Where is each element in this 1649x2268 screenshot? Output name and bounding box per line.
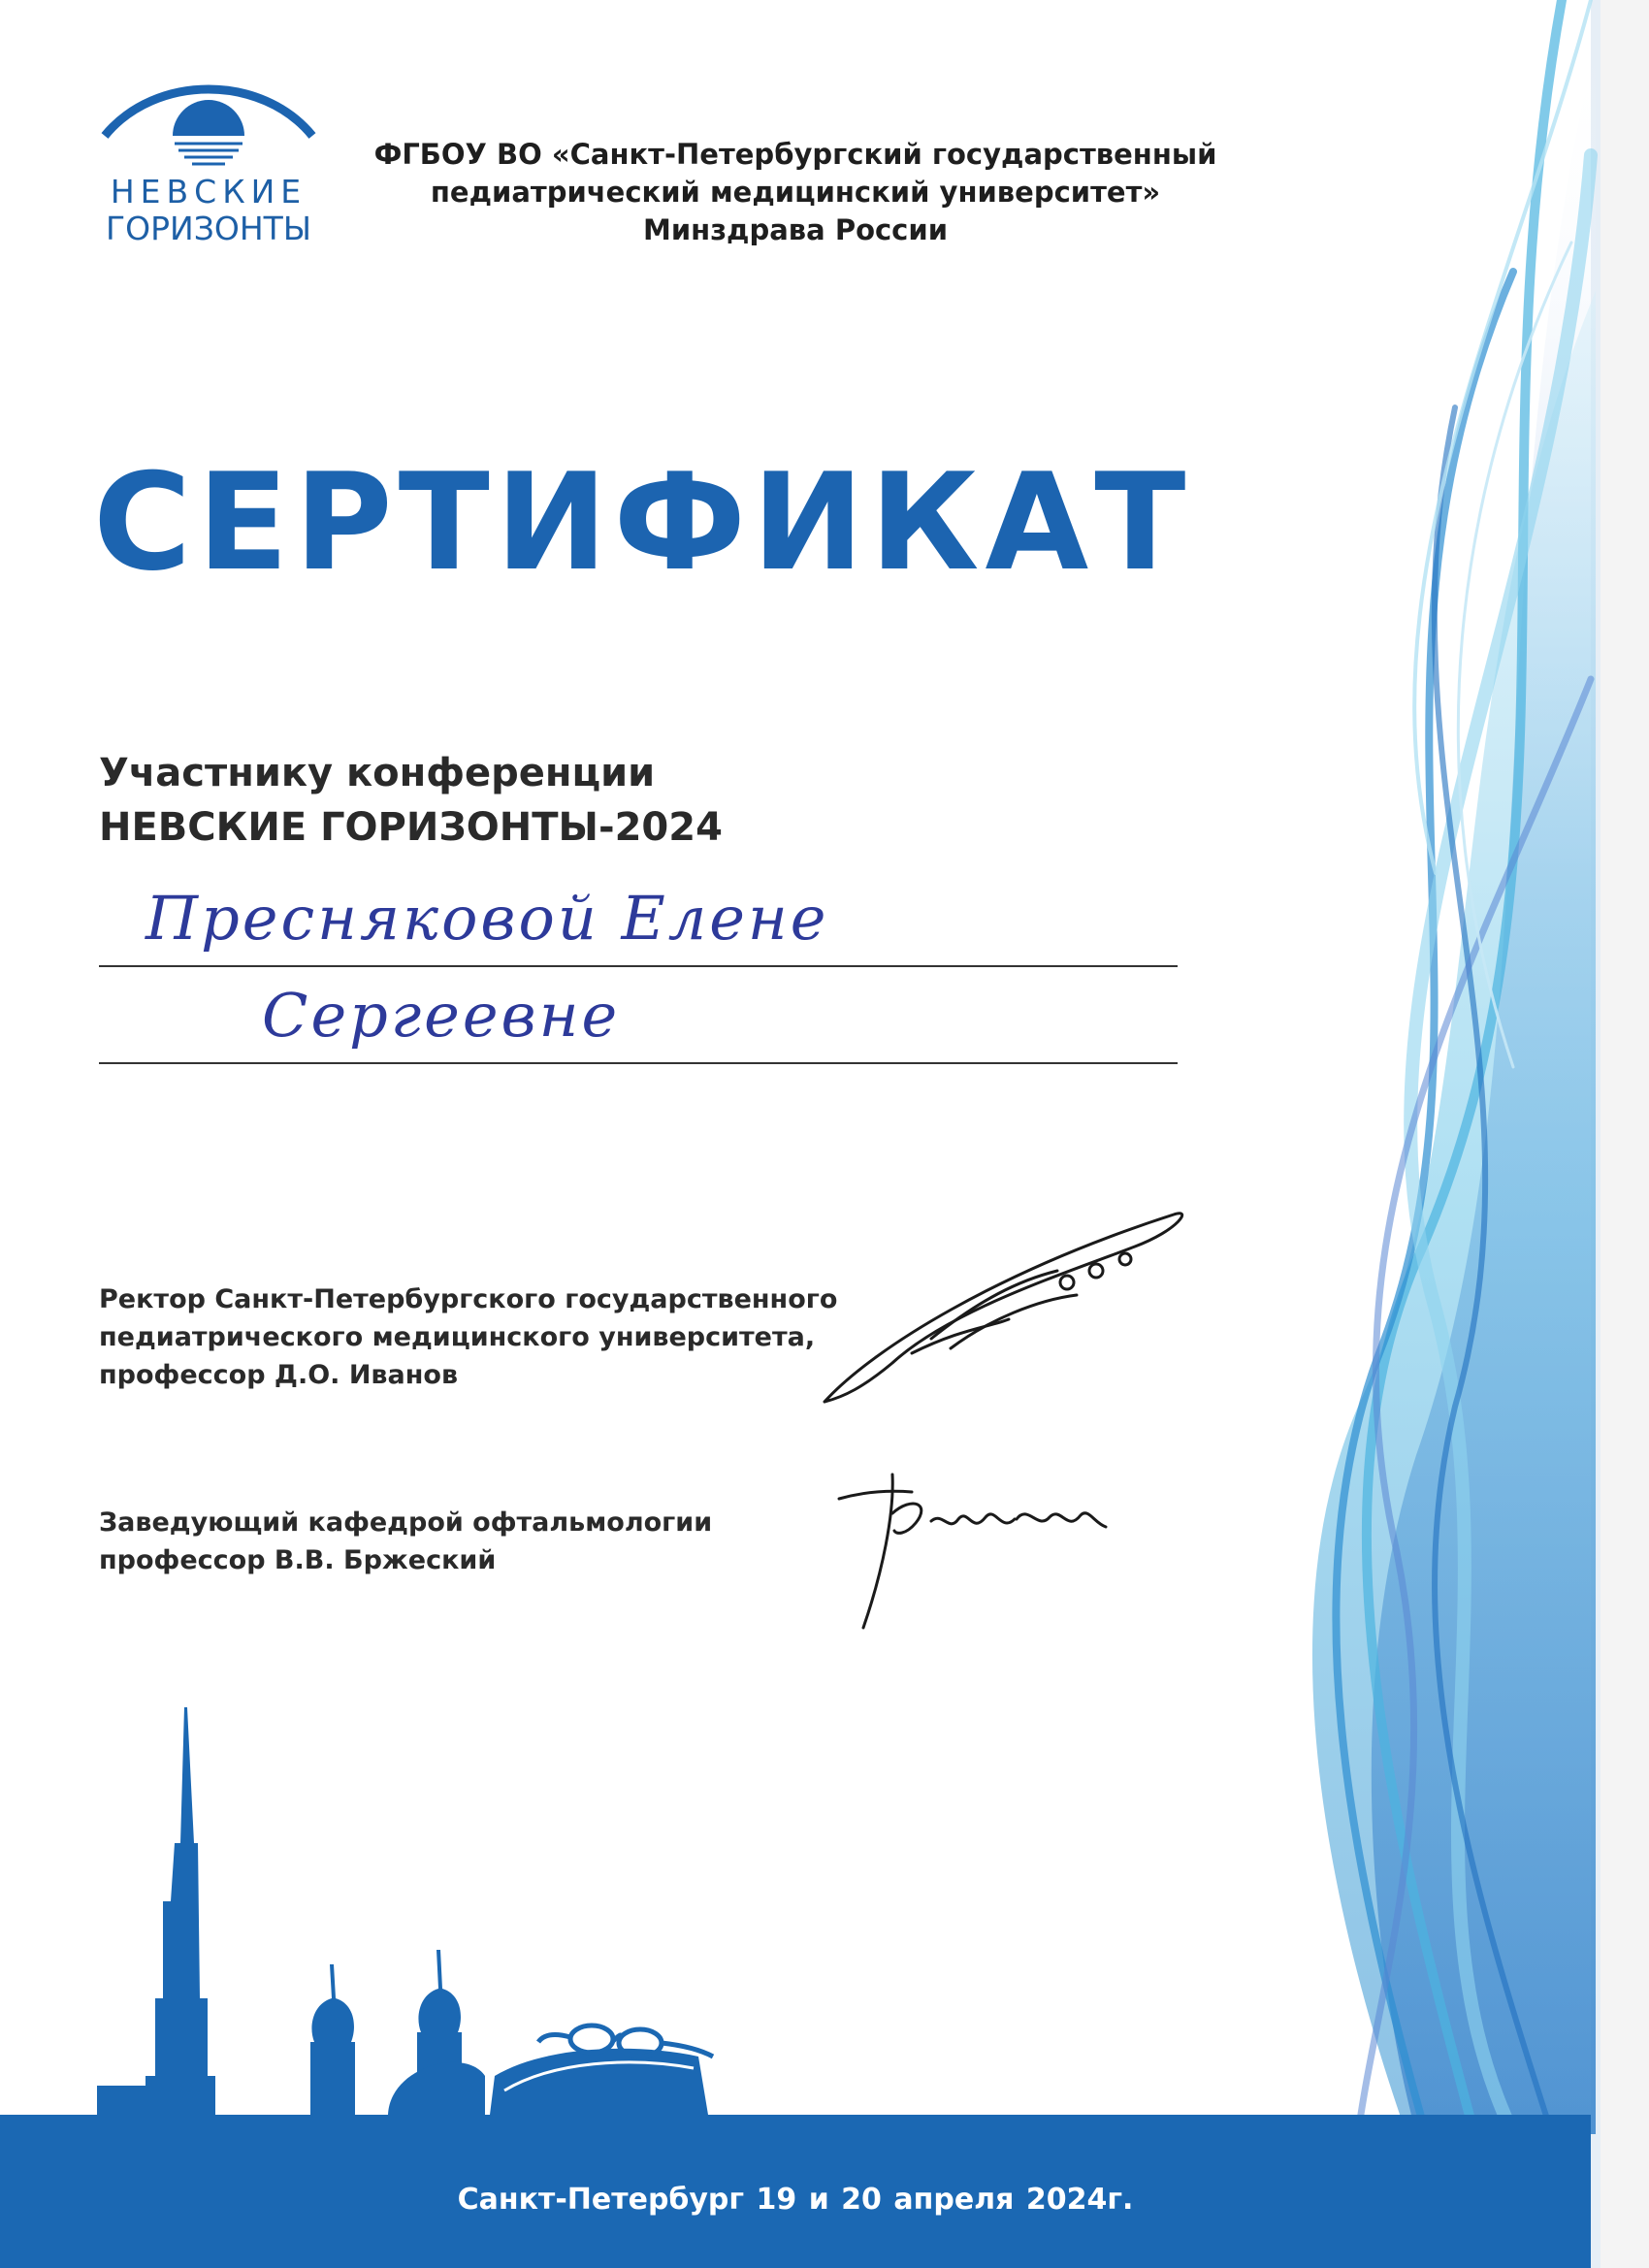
nevskie-gorizonty-logo-icon bbox=[97, 80, 320, 177]
rector-line-1: Ректор Санкт-Петербургского государственного bbox=[99, 1284, 838, 1314]
rector-line-2: педиатрического медицинского университета, bbox=[99, 1322, 816, 1352]
conference-logo bbox=[97, 80, 320, 247]
conference-name: НЕВСКИЕ ГОРИЗОНТЫ-2024 bbox=[99, 805, 723, 850]
footer-location-date: Санкт-Петербург 19 и 20 апреля 2024г. bbox=[457, 2183, 1134, 2217]
certificate-title: СЕРТИФИКАТ bbox=[93, 444, 1192, 600]
logo-word-nevskie: НЕВСКИЕ bbox=[110, 173, 307, 211]
name-underline-1 bbox=[99, 965, 1178, 967]
recipient-patronymic-handwritten: Сергеевне bbox=[262, 980, 621, 1051]
rector-line-3: профессор Д.О. Иванов bbox=[99, 1360, 459, 1390]
organization-line-2: педиатрический медицинский университет» bbox=[430, 176, 1161, 209]
head-of-department-line-1: Заведующий кафедрой офтальмологии bbox=[99, 1507, 713, 1538]
organization-line-1: ФГБОУ ВО «Санкт-Петербургский государственный bbox=[373, 138, 1217, 171]
head-of-department-line-2: профессор В.В. Бржеский bbox=[99, 1545, 497, 1575]
organization-line-3: Минздрава России bbox=[642, 213, 949, 246]
head-of-department-signature bbox=[834, 1455, 1125, 1639]
recipient-name-handwritten: Пресняковой Елене bbox=[146, 883, 829, 954]
head-of-department-signature-block bbox=[99, 1504, 712, 1579]
recipient-intro: Участнику конференции bbox=[99, 751, 656, 795]
logo-word-gorizonty: ГОРИЗОНТЫ bbox=[106, 210, 311, 247]
name-underline-2 bbox=[99, 1062, 1178, 1064]
organization-header bbox=[369, 136, 1222, 249]
rector-signature bbox=[815, 1203, 1203, 1416]
rector-signature-block bbox=[99, 1280, 837, 1394]
